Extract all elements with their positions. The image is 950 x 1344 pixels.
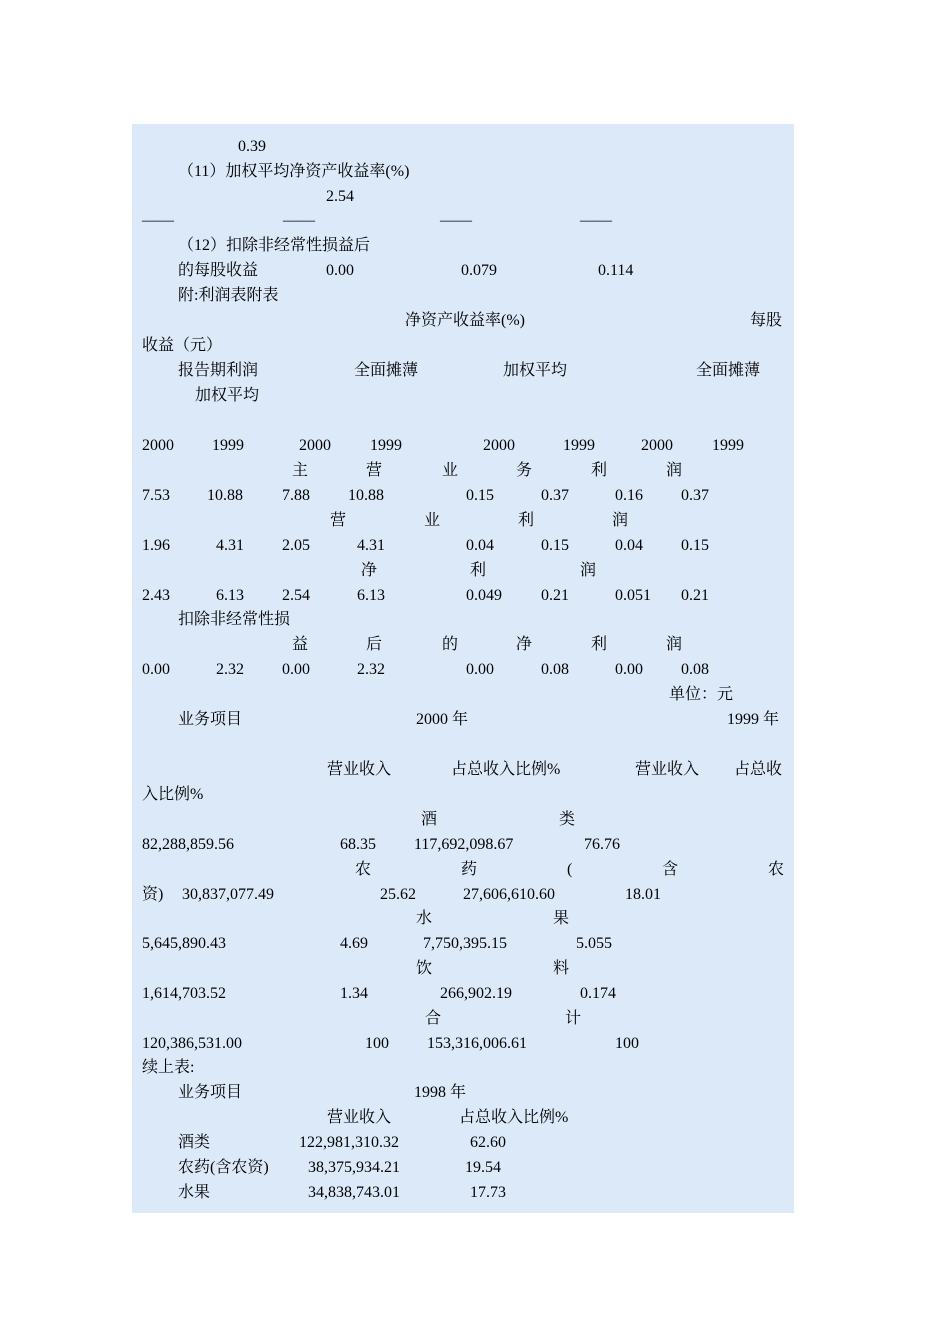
item12-label: （12）扣除非经常性损益后 [178,237,371,254]
table-cell: 0.00 [282,661,310,678]
table-cell: 1,614,703.52 [142,985,226,1002]
table-cell: 4.69 [340,935,368,952]
table-cell: 5,645,890.43 [142,935,226,952]
table-cell: 7.53 [142,487,170,504]
table-cell: 2.32 [357,661,385,678]
table-cell: 0.08 [681,661,709,678]
hdr-ratio: 占总收入比例% [451,761,561,778]
table-cell: 0.37 [681,487,709,504]
table-cell: 0.37 [541,487,569,504]
hdr-year-1999: 1999 年 [727,711,780,728]
table-cell: 18.01 [625,886,661,903]
hdr-business-item: 业务项目 [178,711,243,728]
table-cell: 2.54 [282,587,310,604]
hdr-eps-cont: 收益（元） [142,337,223,354]
hdr-weighted: 加权平均 [503,362,568,379]
hdr-period-profit: 报告期利润 [178,362,259,379]
row-label-char: 计 [565,1010,582,1027]
item12-value: 0.079 [461,262,497,279]
table-cell: 0.21 [541,587,569,604]
hdr-revenue: 营业收入 [327,761,392,778]
table-cell: 120,386,531.00 [142,1035,242,1052]
dash: —— [580,212,612,229]
table-cell: 17.73 [470,1184,506,1201]
row-label-char: 利 [591,636,608,653]
year-cell: 2000 [641,437,673,454]
item12-sub: 的每股收益 [178,262,259,279]
value-254: 2.54 [326,188,354,205]
row-label-char: 含 [662,861,679,878]
row-label-char: 的 [442,636,459,653]
table-cell: 76.76 [584,836,620,853]
row-label-char: 水 [416,910,433,927]
row-label-char: 润 [612,512,629,529]
row-label-char: 料 [553,960,570,977]
year-cell: 2000 [299,437,331,454]
hdr-year-2000: 2000 年 [416,711,469,728]
row-label-char: 后 [366,636,383,653]
hdr-revenue: 营业收入 [327,1109,392,1126]
row-label-tail: 资) [142,886,164,903]
item12-value: 0.114 [598,262,634,279]
table-cell: 6.13 [216,587,244,604]
row-label-char: 营 [330,512,347,529]
row-label: 农药(含农资) [178,1159,269,1176]
table-cell: 82,288,859.56 [142,836,234,853]
row-label-char: 净 [516,636,533,653]
appendix-title: 附:利润表附表 [178,287,279,304]
table-cell: 68.35 [340,836,376,853]
value-039: 0.39 [238,138,266,155]
row-label-prefix: 扣除非经常性损 [178,611,291,628]
row-label-char: 业 [442,462,459,479]
table-cell: 7,750,395.15 [423,935,507,952]
table-cell: 2.43 [142,587,170,604]
dash: —— [440,212,472,229]
year-cell: 1999 [370,437,402,454]
table-cell: 0.21 [681,587,709,604]
row-label-char: 利 [470,562,487,579]
table-cell: 0.174 [580,985,616,1002]
table-cell: 0.16 [615,487,643,504]
table-cell: 0.15 [681,537,709,554]
year-cell: 1999 [212,437,244,454]
row-label: 酒类 [178,1134,211,1151]
continued-title: 续上表: [142,1059,195,1076]
row-label-char: ( [567,861,573,878]
table-cell: 0.04 [466,537,494,554]
table-cell: 4.31 [357,537,385,554]
row-label-char: 利 [518,512,535,529]
table-cell: 6.13 [357,587,385,604]
row-label-char: 营 [366,462,383,479]
dash: —— [142,212,174,229]
table-cell: 34,838,743.01 [308,1184,400,1201]
table-cell: 2.05 [282,537,310,554]
dash: —— [283,212,315,229]
hdr-ratio: 占总收入比例% [459,1109,569,1126]
table-cell: 0.049 [466,587,502,604]
row-label-char: 利 [591,462,608,479]
table-cell: 100 [365,1035,389,1052]
table-cell: 153,316,006.61 [427,1035,527,1052]
year-cell: 2000 [142,437,174,454]
table-cell: 0.08 [541,661,569,678]
hdr-full-dilution: 全面摊薄 [354,362,419,379]
table-cell: 100 [615,1035,639,1052]
hdr-ratio-cont: 入比例% [142,786,204,803]
table-cell: 0.051 [615,587,651,604]
row-label-char: 务 [516,462,533,479]
table-cell: 10.88 [207,487,243,504]
table-cell: 0.15 [541,537,569,554]
table-cell: 117,692,098.67 [414,836,514,853]
table-cell: 5.055 [576,935,612,952]
row-label-char: 药 [461,861,478,878]
row-label-char: 果 [553,910,570,927]
row-label-char: 业 [424,512,441,529]
row-label-char: 润 [666,636,683,653]
table-cell: 27,606,610.60 [463,886,555,903]
hdr-revenue: 营业收入 [635,761,700,778]
hdr-ratio: 占总收 [734,761,783,778]
row-label-char: 酒 [421,811,438,828]
table-cell: 0.00 [615,661,643,678]
table-cell: 1.96 [142,537,170,554]
table-cell: 0.00 [466,661,494,678]
row-label-char: 益 [292,636,309,653]
table-cell: 122,981,310.32 [299,1134,399,1151]
table-cell: 30,837,077.49 [182,886,274,903]
table-cell: 0.04 [615,537,643,554]
row-label-char: 合 [425,1010,442,1027]
table-cell: 0.00 [142,661,170,678]
row-label-char: 类 [559,811,576,828]
table-cell: 266,902.19 [440,985,512,1002]
year-cell: 1999 [712,437,744,454]
row-label-char: 农 [355,861,372,878]
table-cell: 62.60 [470,1134,506,1151]
table-cell: 7.88 [282,487,310,504]
year-cell: 1999 [563,437,595,454]
table-cell: 19.54 [465,1159,501,1176]
table-cell: 4.31 [216,537,244,554]
hdr-roe: 净资产收益率(%) [405,312,525,329]
row-label: 水果 [178,1184,211,1201]
hdr-weighted: 加权平均 [195,387,260,404]
hdr-business-item: 业务项目 [178,1084,243,1101]
row-label-char: 饮 [416,960,433,977]
table-cell: 2.32 [216,661,244,678]
item11-label: （11）加权平均净资产收益率(%) [178,163,410,180]
unit-label: 单位：元 [669,686,734,703]
table-cell: 1.34 [340,985,368,1002]
hdr-year-1998: 1998 年 [414,1084,467,1101]
table-cell: 25.62 [380,886,416,903]
hdr-full-dilution: 全面摊薄 [696,362,761,379]
item12-value: 0.00 [326,262,354,279]
row-label-char: 润 [666,462,683,479]
row-label-char: 润 [580,562,597,579]
row-label-char: 净 [361,562,378,579]
table-cell: 38,375,934.21 [308,1159,400,1176]
row-label-char: 农 [768,861,785,878]
year-cell: 2000 [483,437,515,454]
table-cell: 0.15 [466,487,494,504]
hdr-eps: 每股 [750,312,783,329]
table-cell: 10.88 [348,487,384,504]
row-label-char: 主 [292,462,309,479]
